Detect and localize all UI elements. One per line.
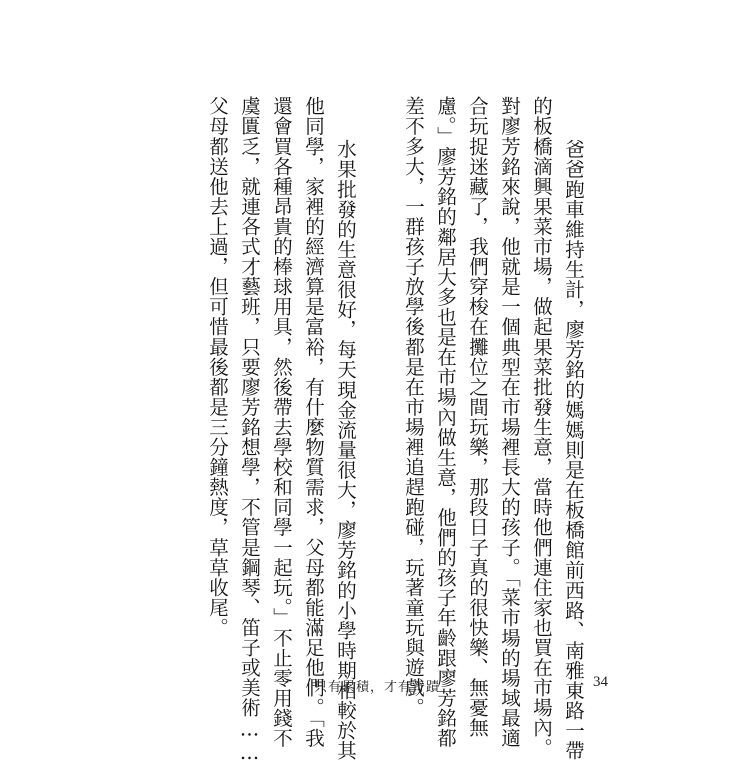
- text-column-4: 合玩捉迷藏了，我們穿梭在攤位之間玩樂，那段日子真的很快樂、無憂無: [466, 96, 489, 738]
- text-column-9: 還會買各種昂貴的棒球用具，然後帶去學校和同學一起玩。」不止零用錢不: [270, 96, 293, 748]
- text-column-5: 慮。」廖芳銘的鄰居大多也是在市場內做生意，他們的孩子年齡跟廖芳銘都: [434, 96, 457, 748]
- text-column-1: 爸爸跑車維持生計，廖芳銘的媽媽則是在板橋館前西路、南雅東路一帶: [562, 139, 585, 761]
- text-column-10: 虞匱乏，就連各式才藝班，只要廖芳銘想學，不管是鋼琴、笛子或美術……: [238, 96, 261, 765]
- running-footer-book-title: 只有累積，才有奇蹟: [314, 680, 441, 695]
- page-number: 34: [593, 674, 608, 690]
- text-column-7: 水果批發的生意很好，每天現金流量很大，廖芳銘的小學時期相較於其: [334, 139, 357, 761]
- text-column-2: 的板橋滴興果菜市場，做起果菜批發生意，當時他們連住家也買在市場內。: [530, 96, 553, 758]
- text-column-8: 他同學，家裡的經濟算是富裕，有什麼物質需求，父母都能滿足他們。「我: [302, 96, 325, 748]
- text-column-6: 差不多大，一群孩子放學後都是在市場裡追趕跑碰，玩著童玩與遊戲。: [402, 96, 425, 718]
- text-column-11: 父母都送他去上過，但可惜最後都是三分鐘熱度，草草收尾。: [206, 96, 229, 638]
- text-column-3: 對廖芳銘來說，他就是一個典型在市場裡長大的孩子。「菜市場的場域最適: [498, 96, 521, 748]
